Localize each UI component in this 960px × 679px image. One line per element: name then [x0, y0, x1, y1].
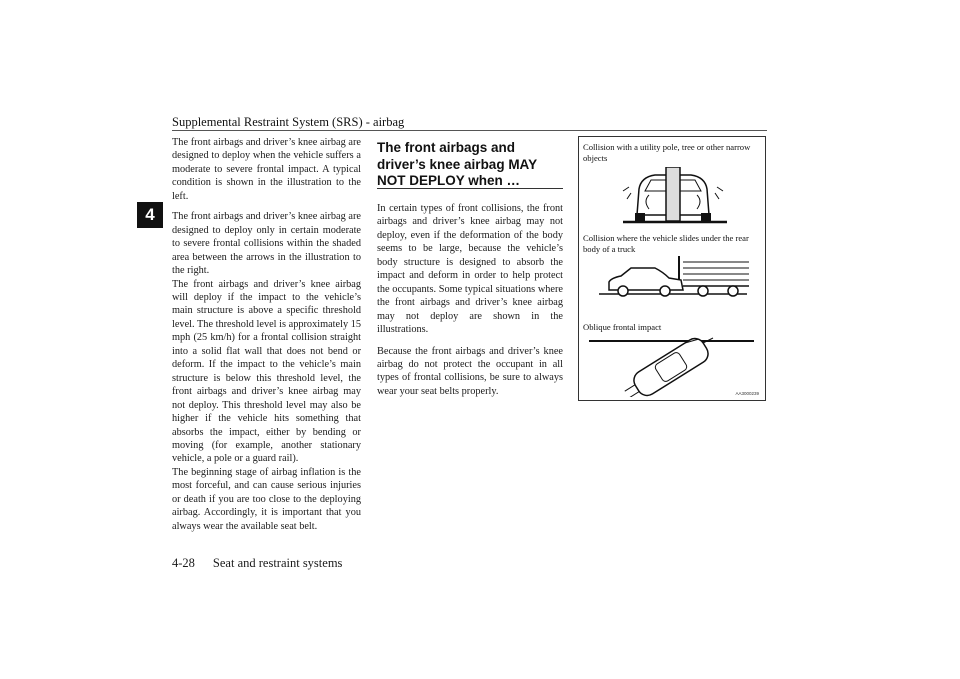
caption-oblique-impact: Oblique frontal impact	[583, 322, 662, 332]
section-heading: The front airbags and driver’s knee airbag MAY NOT DEPLOY when …	[377, 140, 537, 188]
page-footer	[172, 556, 342, 571]
left-paragraph-2: The front airbags and driver’s knee airbag are designed to deploy only in certain moderate to severe frontal collisions within the shaded area between the arrows in the illustration to the right.	[172, 211, 361, 277]
left-paragraph-3: The front airbags and driver’s knee airbag will deploy if the impact to the vehicle’s main structure is above a specific threshold level. The threshold level is approximately 15 mph (25 km/h) for a frontal collision straight into a solid flat wall that does not bend or deform. If the impact to the vehicle’s main structure is below this threshold level, the front airbags and driver’s knee airbag may not deploy. This threshold level may also be higher if the vehicle hits something that absorbs the impact, either by bending or moving (for example, another stationary vehicle, a pole or a guard rail).	[172, 278, 361, 465]
page-header-title: Supplemental Restraint System (SRS) - airbag	[172, 115, 405, 129]
page-number: 4-28	[172, 556, 195, 570]
chapter-tab: 4	[137, 202, 163, 228]
left-column	[172, 136, 361, 533]
caption-narrow-object: Collision with a utility pole, tree or other narrow objects	[583, 142, 751, 163]
middle-paragraph-1: In certain types of front collisions, the front airbags and driver’s knee airbag may not deploy, even if the deformation of the body seems to be large, because the vehicle’s body structure is designed to absorb the impact and deform in order to help protect the occupants. Some typical situations where the front airbags and driver’s knee airbag may not deploy are shown in the illustrations.	[377, 203, 563, 336]
caption-truck-underride: Collision where the vehicle slides under the rear body of a truck	[583, 233, 749, 254]
left-paragraph-4: The beginning stage of airbag inflation is the most forceful, and can cause serious injuries or death if you are too close to the deploying airbag. Accordingly, it is important that you always wear the available seat belt.	[172, 466, 361, 532]
figure-code: AA3000239	[735, 391, 759, 396]
middle-paragraph-2: Because the front airbags and driver’s knee airbag do not protect the occupant in all types of frontal collisions, be sure to always wear your seat belts properly.	[377, 345, 563, 397]
narrow-object-illustration	[607, 167, 737, 233]
truck-underride-illustration	[599, 254, 749, 308]
oblique-impact-illustration	[589, 335, 759, 397]
middle-column	[377, 202, 563, 398]
section-heading-rule	[377, 188, 563, 189]
left-paragraph-1: The front airbags and driver’s knee airbag are designed to deploy when the vehicle suffers a moderate to severe frontal impact. A typical condition is shown in the illustration to the left.	[172, 137, 361, 202]
header-rule	[172, 130, 767, 131]
illustration-box	[578, 136, 766, 401]
footer-section-title: Seat and restraint systems	[212, 556, 343, 570]
